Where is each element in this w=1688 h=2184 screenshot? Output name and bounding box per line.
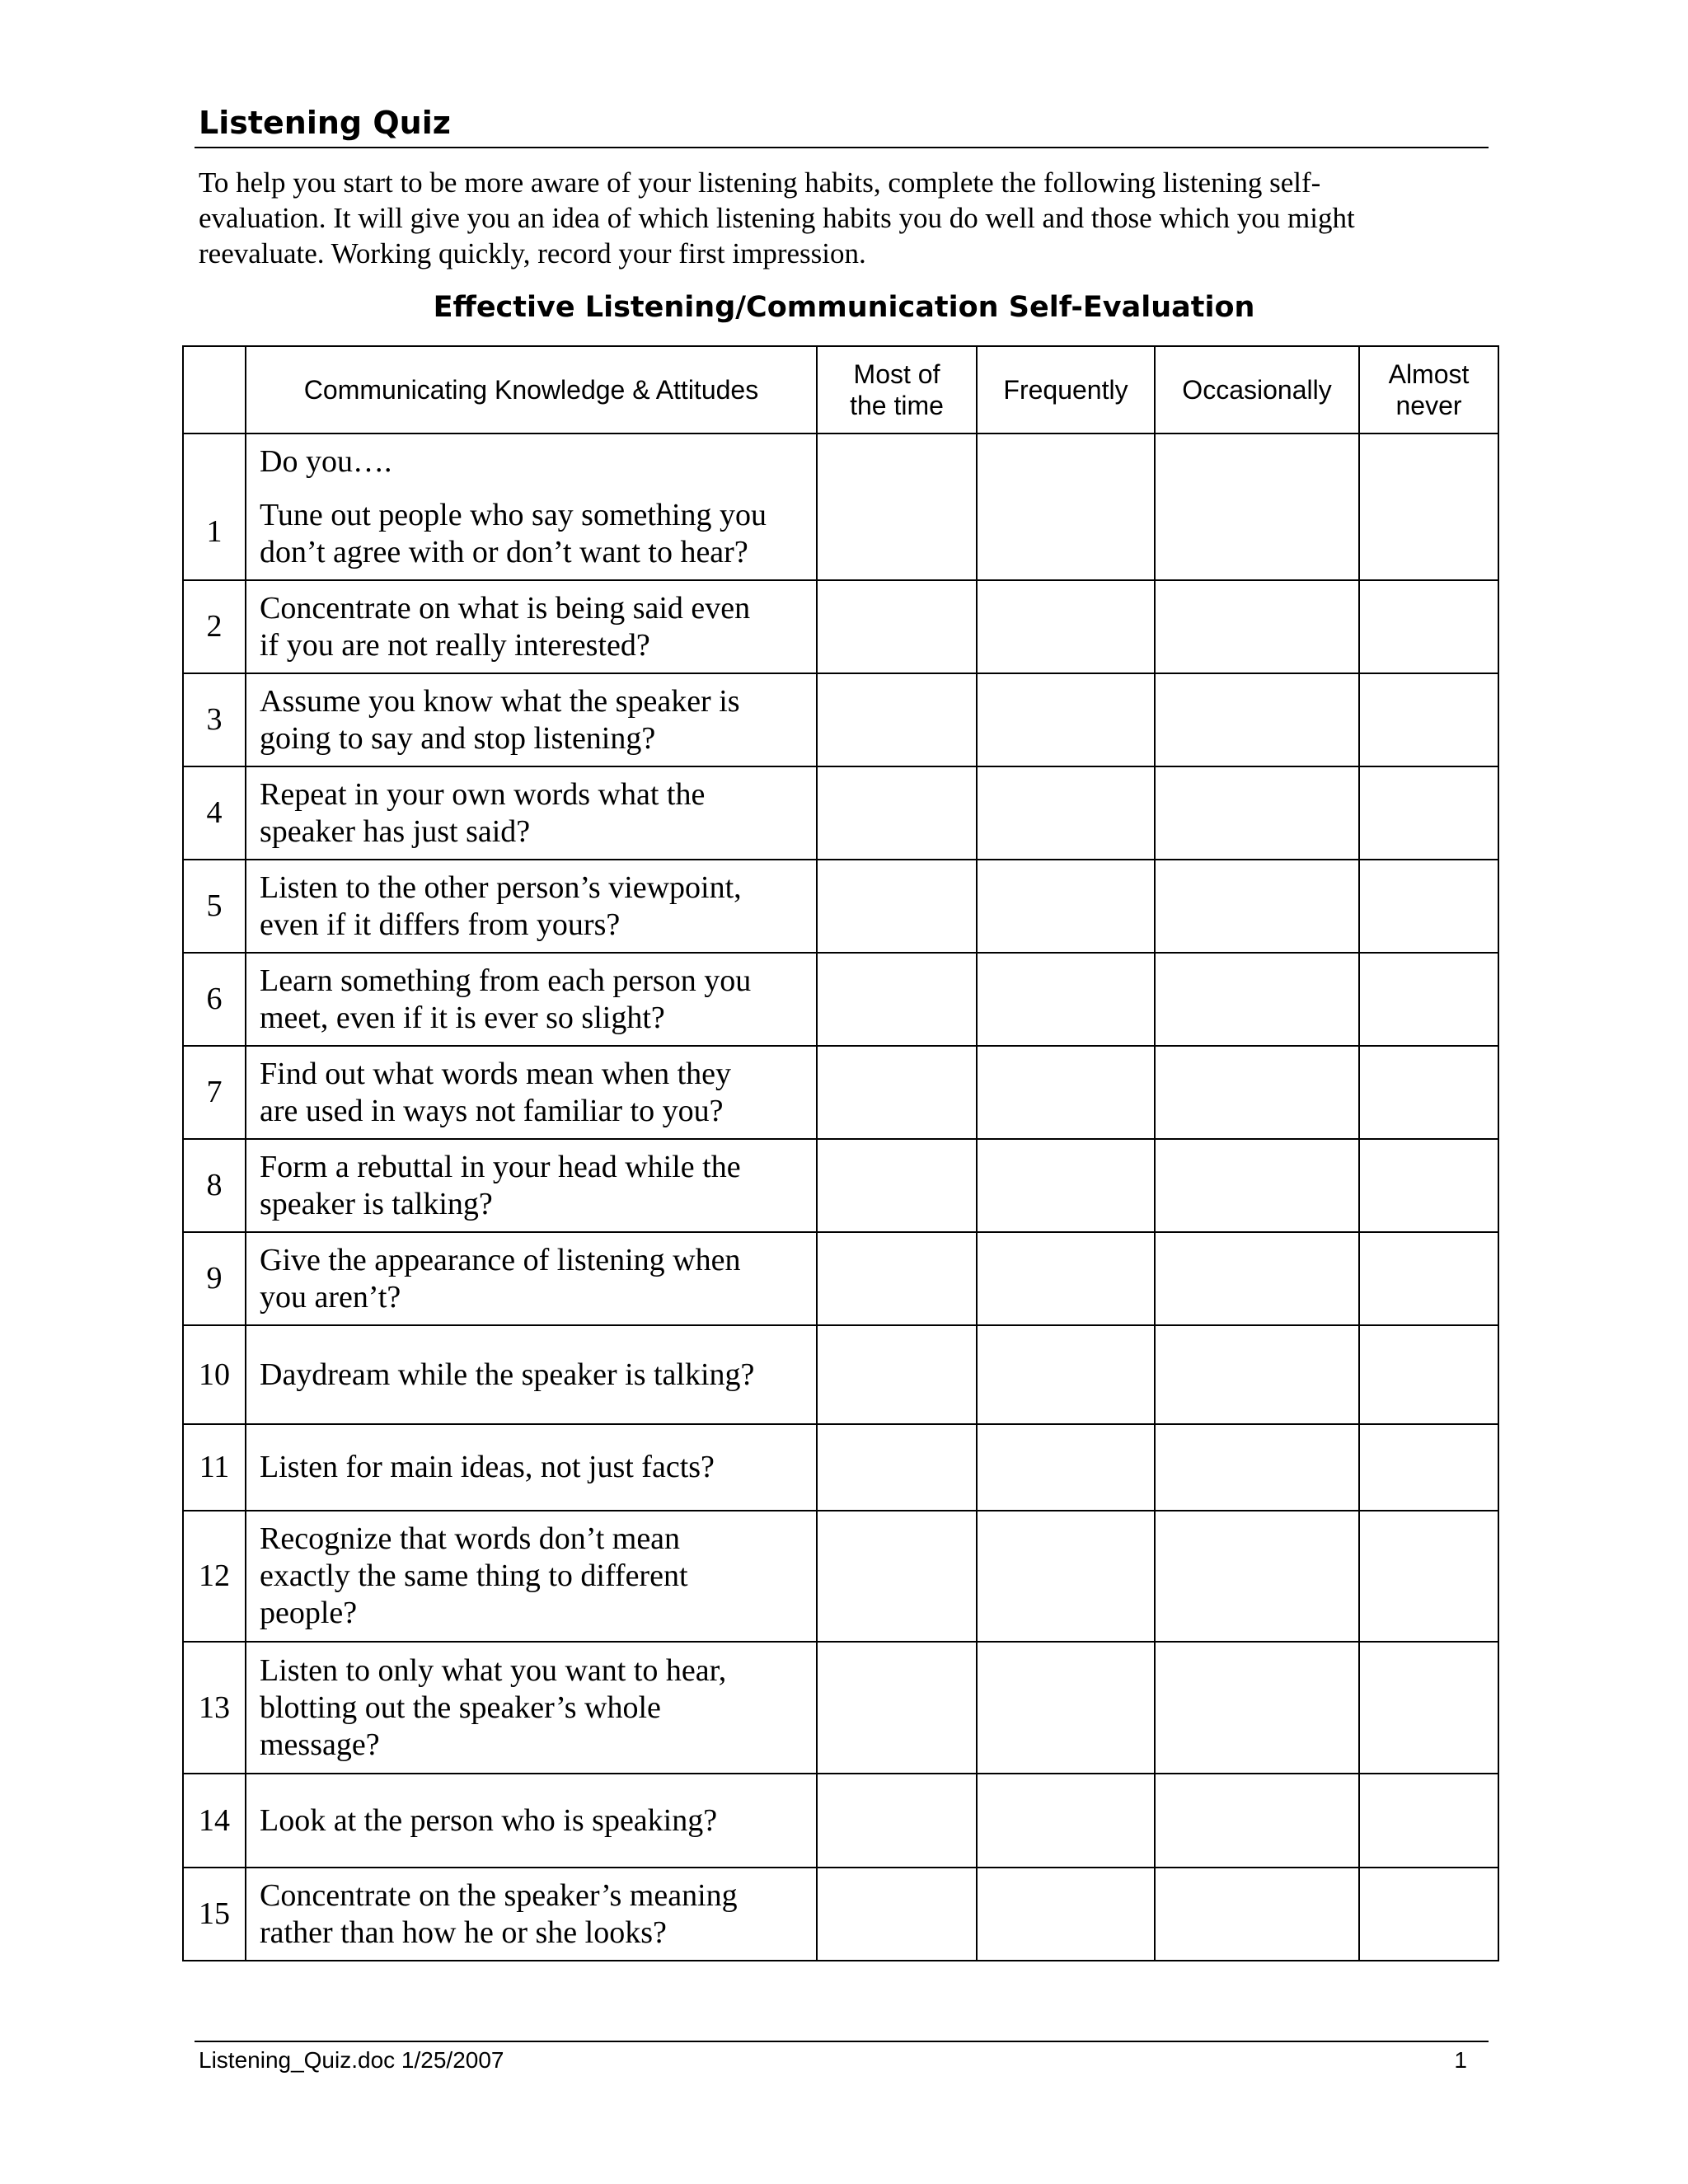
- answer-cell-occasionally[interactable]: [1155, 434, 1359, 580]
- footer-divider: [195, 2041, 1489, 2042]
- answer-cell-almost-never[interactable]: [1359, 1511, 1498, 1642]
- table-row: [183, 673, 1498, 766]
- question-line: don’t agree with or don’t want to hear?: [260, 534, 748, 569]
- intro-paragraph: [199, 165, 1484, 271]
- question-line: Learn something from each person you: [260, 963, 752, 998]
- footer-filename-date: Listening_Quiz.doc 1/25/2007: [199, 2047, 504, 2073]
- header-almost-never: [1359, 346, 1498, 434]
- answer-cell-almost-never[interactable]: [1359, 580, 1498, 673]
- question-line: are used in ways not familiar to you?: [260, 1093, 724, 1128]
- table-row: [183, 1139, 1498, 1232]
- answer-cell-most-of-the-time[interactable]: [817, 1139, 977, 1232]
- question-line: Repeat in your own words what the: [260, 776, 706, 812]
- table-row: [183, 1424, 1498, 1511]
- answer-cell-almost-never[interactable]: [1359, 1232, 1498, 1325]
- question-line: Listen for main ideas, not just facts?: [260, 1450, 715, 1484]
- question-line: speaker is talking?: [260, 1186, 493, 1221]
- row-number: 13: [183, 1642, 246, 1774]
- answer-cell-occasionally[interactable]: [1155, 1325, 1359, 1424]
- question-line: Look at the person who is speaking?: [260, 1802, 718, 1838]
- table-row: [183, 1868, 1498, 1961]
- answer-cell-occasionally[interactable]: [1155, 766, 1359, 860]
- table-row: [183, 766, 1498, 860]
- answer-cell-frequently[interactable]: [977, 1511, 1155, 1642]
- answer-cell-frequently[interactable]: [977, 1774, 1155, 1868]
- intro-line: To help you start to be more aware of your listening habits, complete the following listening self-: [199, 166, 1321, 199]
- answer-cell-most-of-the-time[interactable]: [817, 860, 977, 953]
- row-question: [246, 434, 817, 580]
- answer-cell-almost-never[interactable]: [1359, 673, 1498, 766]
- answer-cell-occasionally[interactable]: [1155, 953, 1359, 1046]
- answer-cell-occasionally[interactable]: [1155, 860, 1359, 953]
- answer-cell-frequently[interactable]: [977, 580, 1155, 673]
- question-line: you aren’t?: [260, 1279, 401, 1315]
- answer-cell-frequently[interactable]: [977, 1232, 1155, 1325]
- answer-cell-most-of-the-time[interactable]: [817, 434, 977, 580]
- table-row: [183, 1232, 1498, 1325]
- question-line: Listen to only what you want to hear,: [260, 1652, 727, 1688]
- answer-cell-frequently[interactable]: [977, 673, 1155, 766]
- answer-cell-most-of-the-time[interactable]: [817, 1046, 977, 1139]
- answer-cell-frequently[interactable]: [977, 953, 1155, 1046]
- answer-cell-frequently[interactable]: [977, 1139, 1155, 1232]
- question-line: even if it differs from yours?: [260, 907, 621, 942]
- header-number: [183, 346, 246, 434]
- table-row: [183, 860, 1498, 953]
- question-line: Form a rebuttal in your head while the: [260, 1149, 741, 1184]
- table-row: [183, 580, 1498, 673]
- question-line: speaker has just said?: [260, 813, 531, 849]
- answer-cell-frequently[interactable]: [977, 1868, 1155, 1961]
- answer-cell-occasionally[interactable]: [1155, 1424, 1359, 1511]
- question-line: exactly the same thing to different: [260, 1558, 688, 1593]
- answer-cell-occasionally[interactable]: [1155, 1642, 1359, 1774]
- answer-cell-frequently[interactable]: [977, 1046, 1155, 1139]
- question-line: Give the appearance of listening when: [260, 1242, 741, 1277]
- table-row: [183, 1046, 1498, 1139]
- row-number: 12: [183, 1511, 246, 1642]
- header-almost-line2: never: [1395, 391, 1462, 420]
- header-row: [183, 346, 1498, 434]
- header-almost-line1: Almost: [1388, 359, 1470, 389]
- answer-cell-frequently[interactable]: [977, 434, 1155, 580]
- question-line: going to say and stop listening?: [260, 720, 656, 756]
- header-most-line2: the time: [850, 391, 944, 420]
- table-row: [183, 1774, 1498, 1868]
- table-row: [183, 953, 1498, 1046]
- answer-cell-frequently[interactable]: [977, 1424, 1155, 1511]
- answer-cell-most-of-the-time[interactable]: [817, 580, 977, 673]
- intro-line: evaluation. It will give you an idea of which listening habits you do well and those which you might: [199, 202, 1355, 234]
- row-number: 5: [183, 860, 246, 953]
- title-divider: [195, 147, 1489, 148]
- question-line: Recognize that words don’t mean: [260, 1521, 681, 1556]
- row-question: [246, 580, 817, 673]
- row-number: 4: [183, 766, 246, 860]
- answer-cell-most-of-the-time[interactable]: [817, 1774, 977, 1868]
- answer-cell-occasionally[interactable]: [1155, 1139, 1359, 1232]
- table-row: [183, 1642, 1498, 1774]
- header-frequently: Frequently: [977, 346, 1155, 434]
- row-number: 10: [183, 1325, 246, 1424]
- self-evaluation-table: [182, 345, 1499, 1961]
- row-question: [246, 1868, 817, 1961]
- answer-cell-most-of-the-time[interactable]: [817, 1511, 977, 1642]
- question-line: if you are not really interested?: [260, 627, 650, 663]
- table-row: [183, 1325, 1498, 1424]
- question-line: meet, even if it is ever so slight?: [260, 1000, 665, 1035]
- table-row: [183, 1511, 1498, 1642]
- question-line: Find out what words mean when they: [260, 1056, 732, 1091]
- answer-cell-occasionally[interactable]: [1155, 673, 1359, 766]
- answer-cell-occasionally[interactable]: [1155, 1511, 1359, 1642]
- row-number: 1: [183, 434, 246, 580]
- answer-cell-occasionally[interactable]: [1155, 1774, 1359, 1868]
- answer-cell-almost-never[interactable]: [1359, 1139, 1498, 1232]
- row-question: [246, 673, 817, 766]
- preamble-text: Do you….: [260, 443, 392, 479]
- question-line: Daydream while the speaker is talking?: [260, 1357, 755, 1392]
- row-number: 3: [183, 673, 246, 766]
- answer-cell-occasionally[interactable]: [1155, 1232, 1359, 1325]
- table-row: [183, 434, 1498, 580]
- answer-cell-almost-never[interactable]: [1359, 860, 1498, 953]
- row-question: [246, 1642, 817, 1774]
- header-most-line1: Most of: [853, 359, 940, 389]
- answer-cell-occasionally[interactable]: [1155, 1868, 1359, 1961]
- row-question: [246, 766, 817, 860]
- row-number: 14: [183, 1774, 246, 1868]
- answer-cell-frequently[interactable]: [977, 766, 1155, 860]
- row-number: 11: [183, 1424, 246, 1511]
- page-title: Listening Quiz: [199, 105, 451, 141]
- answer-cell-most-of-the-time[interactable]: [817, 1232, 977, 1325]
- question-line: Tune out people who say something you: [260, 497, 767, 532]
- question-line: Assume you know what the speaker is: [260, 683, 740, 719]
- answer-cell-occasionally[interactable]: [1155, 1046, 1359, 1139]
- question-line: rather than how he or she looks?: [260, 1915, 667, 1950]
- answer-cell-frequently[interactable]: [977, 860, 1155, 953]
- answer-cell-most-of-the-time[interactable]: [817, 1325, 977, 1424]
- row-number: 15: [183, 1868, 246, 1961]
- row-question: [246, 1511, 817, 1642]
- row-number: 9: [183, 1232, 246, 1325]
- answer-cell-most-of-the-time[interactable]: [817, 1868, 977, 1961]
- header-question: Communicating Knowledge & Attitudes: [246, 346, 817, 434]
- answer-cell-frequently[interactable]: [977, 1642, 1155, 1774]
- answer-cell-almost-never[interactable]: [1359, 1046, 1498, 1139]
- answer-cell-most-of-the-time[interactable]: [817, 953, 977, 1046]
- row-question: [246, 1139, 817, 1232]
- answer-cell-most-of-the-time[interactable]: [817, 1642, 977, 1774]
- question-line: Concentrate on the speaker’s meaning: [260, 1877, 738, 1913]
- row-question: [246, 1325, 817, 1424]
- header-most-of-the-time: [817, 346, 977, 434]
- answer-cell-almost-never[interactable]: [1359, 1868, 1498, 1961]
- question-line: Listen to the other person’s viewpoint,: [260, 869, 742, 905]
- answer-cell-almost-never[interactable]: [1359, 953, 1498, 1046]
- table-title: Effective Listening/Communication Self-Evaluation: [433, 291, 1255, 324]
- row-question: [246, 1046, 817, 1139]
- answer-cell-almost-never[interactable]: [1359, 434, 1498, 580]
- answer-cell-most-of-the-time[interactable]: [817, 1424, 977, 1511]
- row-question: [246, 1424, 817, 1511]
- row-question: [246, 1774, 817, 1868]
- question-line: message?: [260, 1727, 380, 1762]
- answer-cell-almost-never[interactable]: [1359, 1424, 1498, 1511]
- answer-cell-almost-never[interactable]: [1359, 1325, 1498, 1424]
- intro-line: reevaluate. Working quickly, record your first impression.: [199, 237, 866, 269]
- page-number: 1: [1454, 2047, 1467, 2073]
- answer-cell-frequently[interactable]: [977, 1325, 1155, 1424]
- answer-cell-occasionally[interactable]: [1155, 580, 1359, 673]
- question-line: blotting out the speaker’s whole: [260, 1690, 661, 1725]
- row-question: [246, 860, 817, 953]
- header-occasionally: Occasionally: [1155, 346, 1359, 434]
- question-line: people?: [260, 1596, 358, 1630]
- row-number: 6: [183, 953, 246, 1046]
- answer-cell-most-of-the-time[interactable]: [817, 766, 977, 860]
- row-number: 2: [183, 580, 246, 673]
- row-question: [246, 1232, 817, 1325]
- row-question: [246, 953, 817, 1046]
- answer-cell-almost-never[interactable]: [1359, 1642, 1498, 1774]
- answer-cell-almost-never[interactable]: [1359, 1774, 1498, 1868]
- answer-cell-most-of-the-time[interactable]: [817, 673, 977, 766]
- row-number: 7: [183, 1046, 246, 1139]
- answer-cell-almost-never[interactable]: [1359, 766, 1498, 860]
- row-number: 8: [183, 1139, 246, 1232]
- question-line: Concentrate on what is being said even: [260, 590, 751, 626]
